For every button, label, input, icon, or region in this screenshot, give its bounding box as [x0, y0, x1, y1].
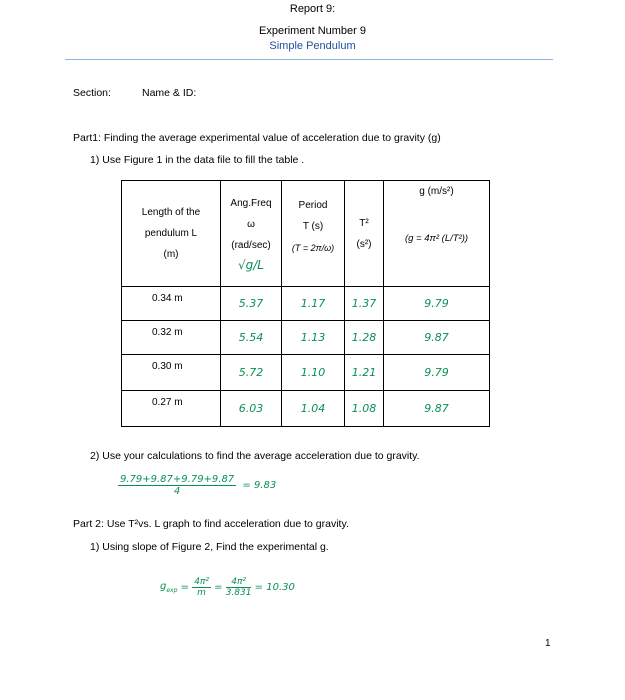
name-id-label: Name & ID:: [142, 87, 197, 99]
header-tsq: T² (s²): [345, 181, 384, 287]
average-denominator: 4: [173, 486, 181, 497]
table-row: 0.34 m 5.37 1.17 1.37 9.79: [122, 287, 490, 321]
slope-result: = 10.30: [254, 582, 295, 593]
part1-title: Part1: Finding the average experimental value of acceleration due to gravity (g): [73, 132, 441, 144]
table-header-row: [122, 181, 490, 287]
part2-step1: 1) Using slope of Figure 2, Find the experimental g.: [90, 541, 329, 553]
experiment-subtitle: Simple Pendulum: [269, 40, 356, 52]
g-formula: (g = 4π² (L/T²)): [404, 233, 469, 244]
average-calculation: [118, 474, 276, 497]
header-period: Period T (s) (T = 2π/ω): [282, 181, 345, 287]
data-table: [121, 180, 490, 427]
page-number: 1: [545, 638, 551, 649]
part1-step1: 1) Use Figure 1 in the data file to fill the table .: [90, 154, 305, 166]
angfreq-note: √g/L: [238, 258, 264, 272]
table-row: 0.32 m 5.54 1.13 1.28 9.87: [122, 321, 490, 355]
part1-step2: 2) Use your calculations to find the average acceleration due to gravity.: [90, 450, 420, 462]
section-label: Section:: [73, 87, 111, 99]
table-row: 0.27 m 6.03 1.04 1.08 9.87: [122, 391, 490, 427]
header-length: Length of the pendulum L (m): [122, 181, 221, 287]
header-g: g (m/s²) (g = 4π² (L/T²)): [384, 181, 490, 287]
period-formula: (T = 2π/ω): [291, 242, 335, 253]
header-divider: [65, 59, 553, 60]
report-title: Report 9:: [289, 3, 336, 15]
average-result: = 9.83: [242, 480, 277, 491]
average-numerator: 9.79+9.87+9.79+9.87: [120, 474, 235, 485]
table-row: 0.30 m 5.72 1.10 1.21 9.79: [122, 355, 490, 391]
slope-calculation: $g_{exp}$ = $\frac{\text{4π²}}{m}$ = $\frac{\text{4π²}}{3.831}$ = 10.30: [160, 577, 295, 598]
header-angfreq: Ang.Freq ω (rad/sec) √g/L: [221, 181, 282, 287]
experiment-title: Experiment Number 9: [259, 25, 366, 37]
part2-title: Part 2: Use T²vs. L graph to find acceleration due to gravity.: [73, 518, 349, 530]
